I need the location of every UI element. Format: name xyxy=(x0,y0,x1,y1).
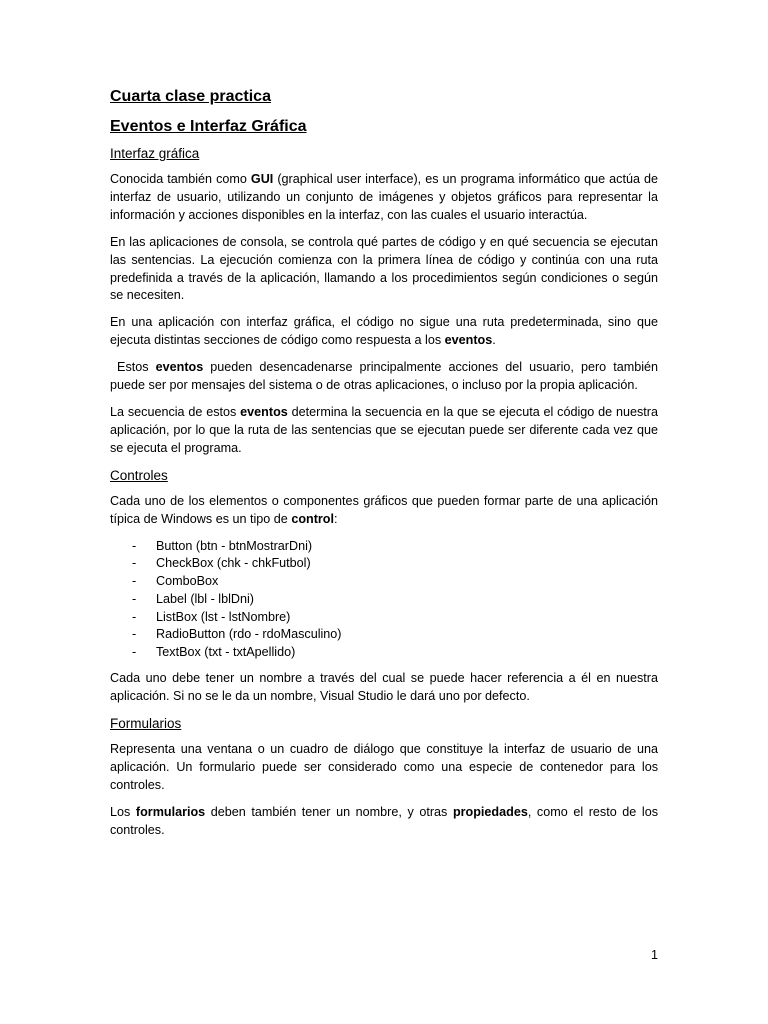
document-title: Cuarta clase practica xyxy=(110,88,271,105)
bullet-dash: - xyxy=(132,609,137,624)
bullet-dash: - xyxy=(132,591,137,606)
bullet-dash: - xyxy=(132,556,137,571)
list-item: - ComboBox xyxy=(110,573,658,591)
page-number: 1 xyxy=(651,948,659,962)
paragraph-gui-apps: En una aplicación con interfaz gráfica, el código no sigue una ruta predeterminada, sino que ejecuta distintas secciones de código como respuesta a los eventos. xyxy=(110,315,658,348)
list-item: - CheckBox (chk - chkFutbol) xyxy=(110,555,658,573)
paragraph-controls-intro: Cada uno de los elementos o componentes gráficos que pueden formar parte de una aplicación típica de Windows es un tipo de control: xyxy=(110,493,658,526)
paragraph-control-names: Cada uno debe tener un nombre a través del cual se puede hacer referencia a él en nuestra aplicación. Si no se le da un nombre, Visual Studio le dará uno por defecto. xyxy=(110,671,658,703)
bullet-dash: - xyxy=(132,538,137,553)
bullet-dash: - xyxy=(132,645,137,660)
section-heading-formularios: Formularios xyxy=(110,715,182,731)
paragraph-gui-definition: Conocida también como GUI (graphical user interface), es un programa informático que actúa de interfaz de usuario, utilizando un conjunto de imágenes y objetos gráficos para representar la información y acciones disponibles en la interfaz, con las cuales el usuario interactúa. xyxy=(110,172,658,222)
controls-list xyxy=(110,538,658,663)
document-subtitle: Eventos e Interfaz Gráfica xyxy=(110,118,307,135)
list-item: - Button (btn - btnMostrarDni) xyxy=(110,538,658,556)
section-heading-controles: Controles xyxy=(110,467,168,483)
bullet-dash: - xyxy=(132,627,137,642)
paragraph-forms-properties: Los formularios deben también tener un nombre, y otras propiedades, como el resto de los controles. xyxy=(110,804,658,837)
section-heading-interfaz: Interfaz gráfica xyxy=(110,146,200,161)
paragraph-events-triggers: Estos eventos pueden desencadenarse principalmente acciones del usuario, pero también puede ser por mensajes del sistema o de otras aplicaciones, o incluso por la propia aplicación. xyxy=(110,360,658,393)
paragraph-console-apps: En las aplicaciones de consola, se controla qué partes de código y en qué secuencia se ejecutan las sentencias. La ejecución comienza con la primera línea de código y continúa con una ruta predefinida a través de la aplicación, llamando a los procedimientos según condiciones o según se necesiten. xyxy=(110,234,658,303)
list-item: - TextBox (txt - txtApellido) xyxy=(110,644,658,662)
bullet-dash: - xyxy=(132,574,137,589)
paragraph-events-sequence: La secuencia de estos eventos determina la secuencia en la que se ejecuta el código de nuestra aplicación, por lo que la ruta de las sentencias que se ejecutan puede ser diferente cada vez que se ejecuta el programa. xyxy=(110,404,658,455)
list-item: - ListBox (lst - lstNombre) xyxy=(110,609,658,627)
list-item: - Label (lbl - lblDni) xyxy=(110,591,658,609)
list-item: - RadioButton (rdo - rdoMasculino) xyxy=(110,626,658,644)
paragraph-forms-definition: Representa una ventana o un cuadro de diálogo que constituye la interfaz de usuario de una aplicación. Un formulario puede ser considerado como una especie de contenedor para los controles. xyxy=(110,741,658,792)
document-page xyxy=(110,86,658,848)
